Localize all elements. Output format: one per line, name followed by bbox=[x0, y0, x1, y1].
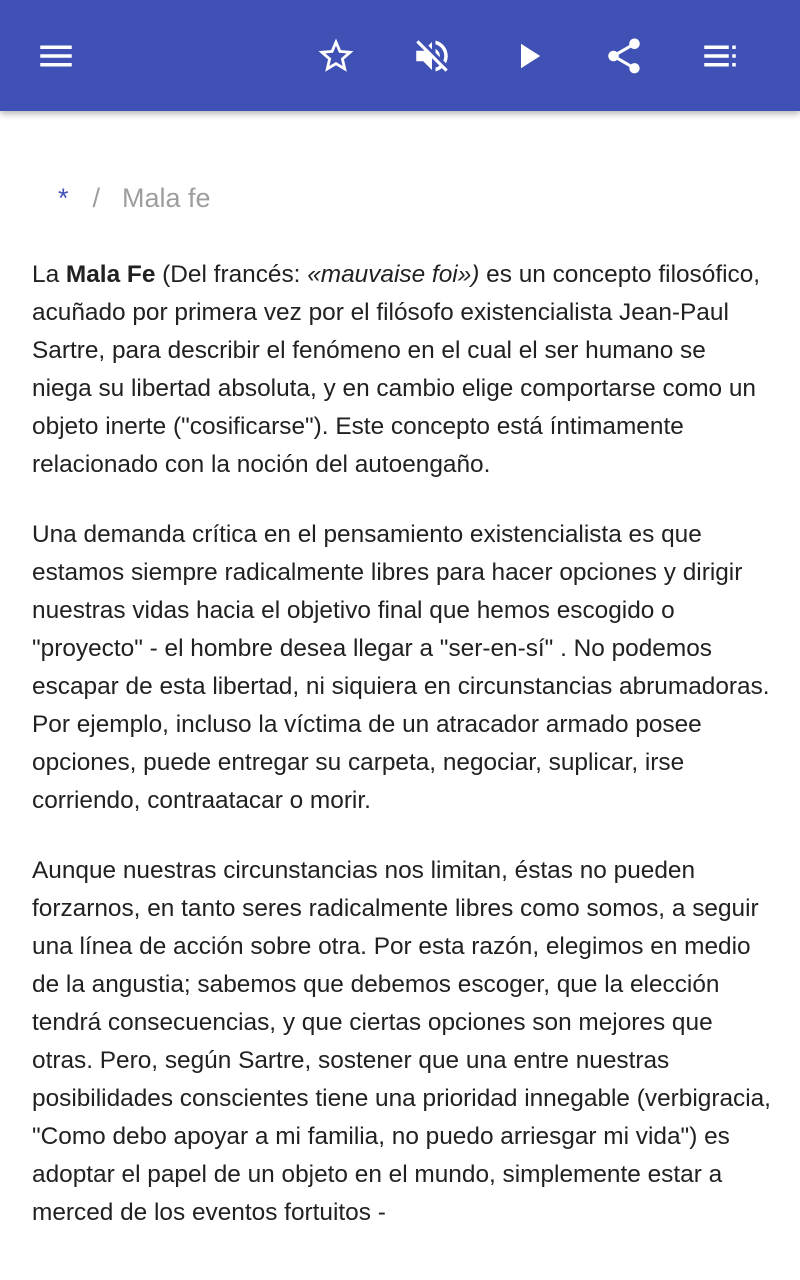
list-icon bbox=[699, 35, 741, 77]
article-paragraph-1 bbox=[32, 256, 772, 484]
foreign-term: «mauvaise foi») bbox=[307, 261, 480, 288]
breadcrumb bbox=[54, 181, 211, 215]
hamburger-menu-icon bbox=[35, 35, 77, 77]
share-icon bbox=[603, 35, 645, 77]
article-body bbox=[32, 256, 772, 1264]
article-paragraph-2: Una demanda crítica en el pensamiento existencialista es que estamos siempre radicalmente libres para hacer opciones y dirigir nuestras vidas hacia el objetivo final que hemos escogido o "proyecto" - el hombre desea llegar a "ser-en-sí" . No podemos escapar de esta libertad, ni siquiera en circunstancias abrumadoras. Por ejemplo, incluso la víctima de un atracador armado posee opciones, puede entregar su carpeta, negociar, suplicar, irse corriendo, contraatacar o morir. bbox=[32, 521, 770, 814]
article-term: Mala Fe bbox=[65, 261, 156, 288]
menu-button[interactable] bbox=[28, 28, 84, 84]
contents-button[interactable] bbox=[692, 28, 748, 84]
breadcrumb-current: Mala fe bbox=[122, 183, 211, 213]
play-icon bbox=[507, 35, 549, 77]
paragraph-rest-text: es un concepto filosófico, acuñado por primera vez por el filósofo existencialista Jean-Paul Sartre, para describir el fenómeno en el cual el ser humano se niega su libertad absoluta, y en cambio elige comportarse como un objeto inerte ("cosificarse"). Este concepto está íntimamente relacionado con la noción del autoengaño. bbox=[32, 261, 761, 478]
breadcrumb-separator: / bbox=[92, 183, 101, 213]
app-toolbar bbox=[0, 0, 800, 111]
play-button[interactable] bbox=[500, 28, 556, 84]
article-paragraph-3: Aunque nuestras circunstancias nos limitan, éstas no pueden forzarnos, en tanto seres radicalmente libres como somos, a seguir una línea de acción sobre otra. Por esta razón, elegimos en medio de la angustia; sabemos que debemos escoger, que la elección tendrá consecuencias, y que ciertas opciones son mejores que otras. Pero, según Sartre, sostener que una entre nuestras posibilidades conscientes tiene una prioridad innegable (verbigracia, "Como debo apoyar a mi familia, no puedo arriesgar mi vida") es adoptar el papel de un objeto en el mundo, simplemente estar a merced de los eventos fortuitos - bbox=[32, 857, 771, 1226]
paragraph-lead-text: La bbox=[32, 261, 66, 288]
article-content bbox=[0, 111, 800, 1280]
favorite-button[interactable] bbox=[308, 28, 364, 84]
breadcrumb-home-link[interactable]: * bbox=[58, 183, 69, 213]
paragraph-paren-text: (Del francés: bbox=[155, 261, 308, 288]
volume-off-icon bbox=[411, 35, 453, 77]
mute-button[interactable] bbox=[404, 28, 460, 84]
share-button[interactable] bbox=[596, 28, 652, 84]
star-outline-icon bbox=[315, 35, 357, 77]
